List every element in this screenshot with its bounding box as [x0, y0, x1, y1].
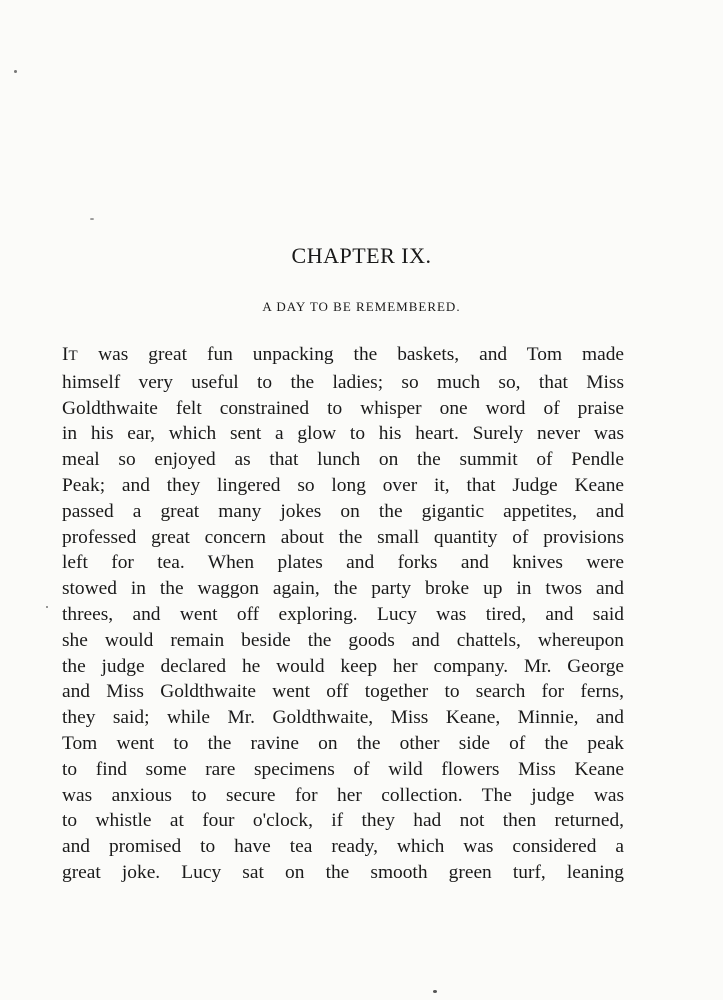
print-speck: [46, 606, 48, 608]
text-line: they said; while Mr. Goldthwaite, Miss Keane, Minnie, and: [62, 707, 624, 729]
dropcap-letter: I: [62, 344, 69, 365]
text-line: Peak; and they lingered so long over it, that Judge Keane: [62, 474, 624, 496]
text-line: and Miss Goldthwaite went off together to search for ferns,: [62, 681, 624, 703]
text-line: IT was great fun unpacking the baskets, and Tom made: [62, 344, 624, 365]
text-line: she would remain beside the goods and chattels, whereupon: [62, 629, 624, 651]
text-line: to find some rare specimens of wild flowers Miss Keane: [62, 758, 624, 780]
chapter-subtitle: A DAY TO BE REMEMBERED.: [262, 299, 461, 314]
print-speck: [14, 70, 17, 73]
dropcap-smallcap: T: [68, 348, 79, 364]
text-line: meal so enjoyed as that lunch on the summit of Pendle: [62, 449, 624, 471]
chapter-title: CHAPTER IX.: [291, 243, 432, 268]
text-line: Tom went to the ravine on the other side of the peak: [62, 732, 624, 754]
text-line: in his ear, which sent a glow to his heart. Surely never was: [62, 423, 624, 445]
text-line: threes, and went off exploring. Lucy was tired, and said: [62, 603, 624, 625]
text-line: passed a great many jokes on the gigantic appetites, and: [62, 500, 624, 522]
text-line: great joke. Lucy sat on the smooth green turf, leaning: [62, 861, 624, 883]
text-line: stowed in the waggon again, the party broke up in twos and: [62, 578, 624, 600]
text-line: professed great concern about the small quantity of provisions: [62, 526, 624, 548]
print-speck: [90, 218, 94, 220]
text-line: and promised to have tea ready, which was considered a: [62, 836, 624, 858]
body-paragraph: [62, 342, 624, 886]
text-line: to whistle at four o'clock, if they had not then returned,: [62, 810, 624, 832]
text-line: Goldthwaite felt constrained to whisper one word of praise: [62, 397, 624, 419]
text-line: left for tea. When plates and forks and knives were: [62, 552, 624, 574]
text-line: the judge declared he would keep her company. Mr. George: [62, 655, 624, 677]
text-line: himself very useful to the ladies; so much so, that Miss: [62, 371, 624, 393]
print-speck: [433, 990, 437, 993]
text-line: was anxious to secure for her collection. The judge was: [62, 784, 624, 806]
